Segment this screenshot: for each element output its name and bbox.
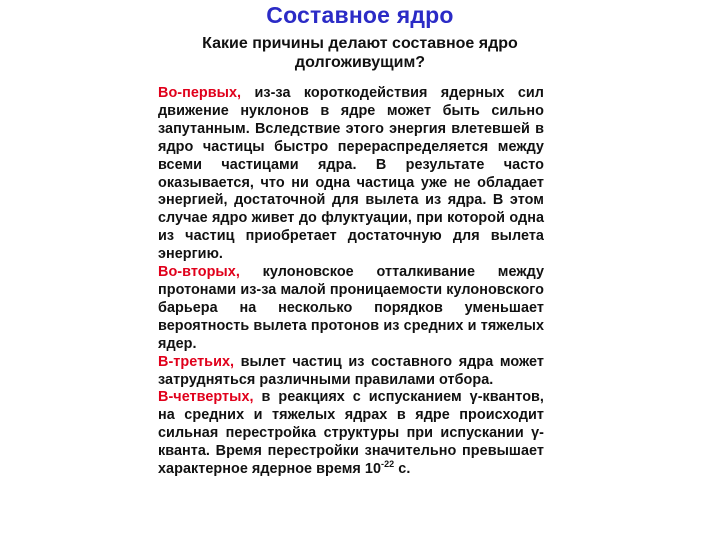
body-text: [158, 85, 544, 479]
paragraph-fourth: [158, 389, 544, 479]
paragraph-second: [158, 264, 544, 354]
paragraph-lead: Во-вторых,: [158, 264, 240, 281]
question: [0, 34, 720, 72]
paragraph-lead: В-четвертых,: [158, 389, 254, 406]
paragraph-lead: Во-первых,: [158, 85, 242, 101]
paragraph-text: в реакциях с испусканием γ-квантов, на средних и тяжелых ядрах в ядре происходит сильная перестройка структуры при испускании γ-кванта. Время перестройки значительно превышает характерное ядерное время 10: [158, 389, 544, 478]
paragraph-text: из-за короткодействия ядерных сил движение нуклонов в ядре может быть сильно запутанным. Вследствие этого энергия влетевшей в ядро частицы быстро перераспределяется между всеми частицами ядра. В результате часто оказывается, что ни одна частица уже не обладает энергией, достаточной для вылета из ядра. В этом случае ядро живет до флуктуации, при которой одна из частиц приобретает достаточную для вылета энергию.: [158, 85, 544, 263]
paragraph-text: кулоновское отталкивание между протонами из-за малой проницаемости кулоновского барьера на несколько порядков уменьшает вероятность вылета протонов из средних и тяжелых ядер.: [158, 264, 544, 352]
exponent: -22: [381, 459, 395, 470]
paragraph-text: вылет частиц из составного ядра может затрудняться различными правилами отбора.: [158, 353, 544, 388]
question-line-2: долгоживущим?: [294, 54, 426, 71]
paragraph-tail: с.: [394, 461, 411, 478]
paragraph-third: [158, 354, 544, 390]
question-line-1: Какие причины делают составное ядро: [202, 35, 518, 52]
slide-title: Составное ядро: [266, 2, 454, 28]
paragraph-first: [158, 85, 544, 264]
paragraph-lead: В-третьих,: [158, 353, 235, 370]
